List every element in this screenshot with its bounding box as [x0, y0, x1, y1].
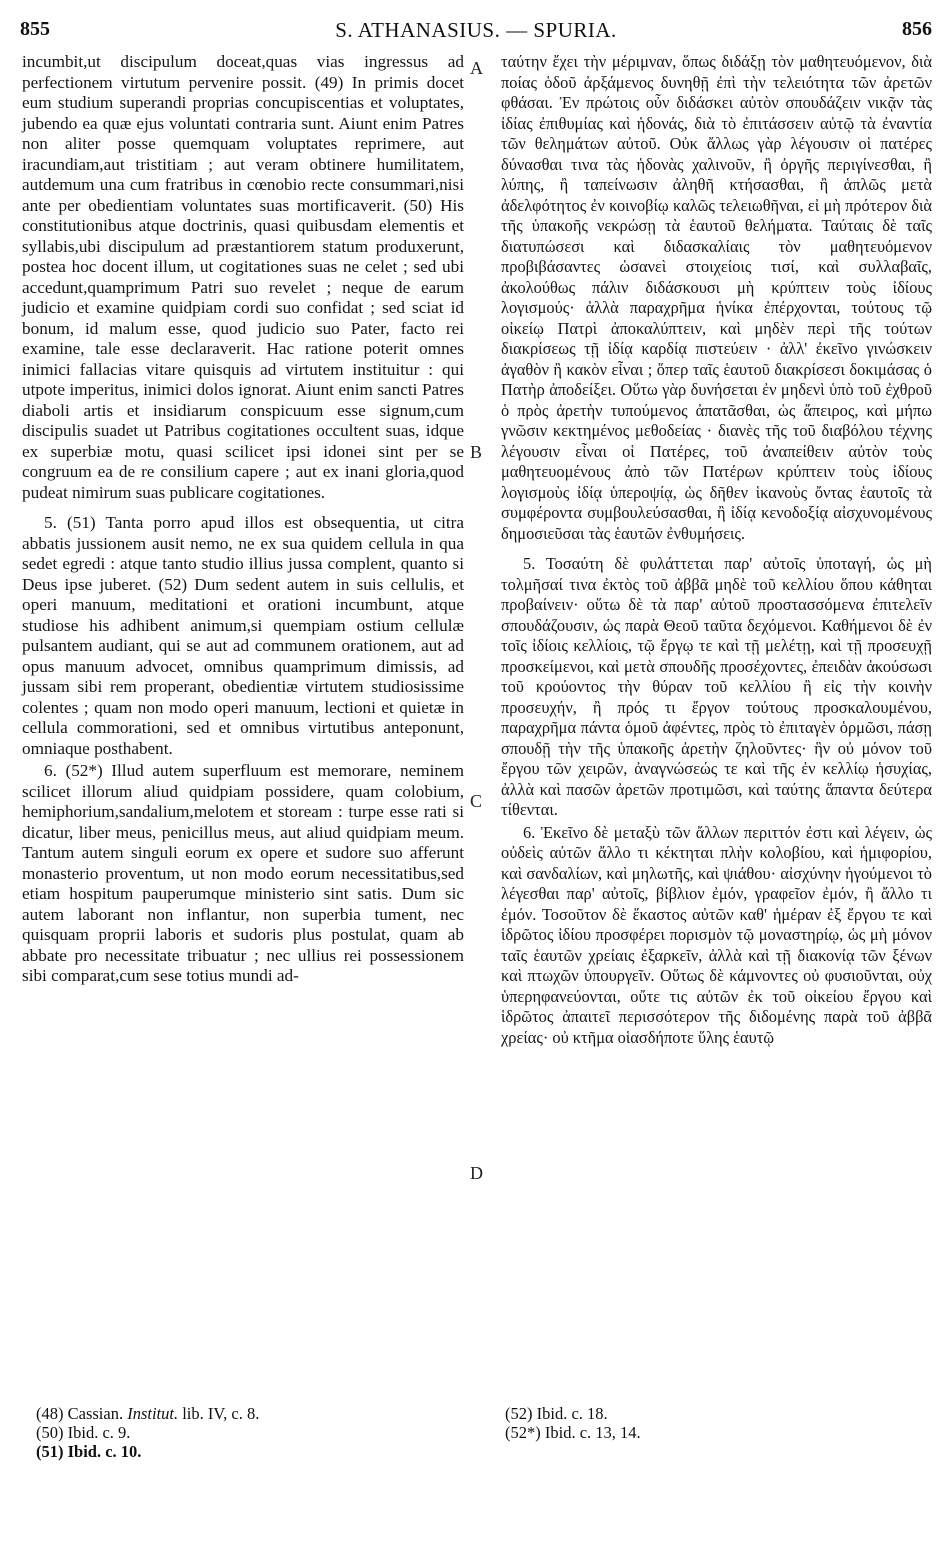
column-marker-a: A: [470, 58, 483, 78]
running-title: S. ATHANASIUS. — SPURIA.: [335, 18, 617, 42]
footnote-50: (50) Ibid. c. 9.: [36, 1423, 131, 1442]
column-marker-d: D: [470, 1163, 483, 1183]
greek-paragraph-6: 6. Ἐκεῖνο δὲ μεταξὺ τῶν ἄλλων περιττόν ἐστι καὶ λέγειν, ὡς οὐδεὶς αὐτῶν ἄλλο τι κέκτηται πλὴν κολοβίου, καὶ ἡμιφορίου, καὶ σανδαλίων, καὶ μηλωτῆς, καὶ ψιάθου· αἰσχύνην ἡγούμενοι τὸ λέγεσθαι παρ' αὐτοῖς, βίβλιον ἐμόν, γραφεῖον ἐμόν, ἢ ἄλλο τι ἐμόν. Τοσοῦτον δὲ ἕκαστος αὐτῶν καθ' ἡμέραν ἐξ ἔργου τε καὶ ἱδρῶτος ἰδίου προσφέρει πορισμὸν τῷ μοναστηρίῳ, ὡς μὴ μόνον ταῖς ἑαυτῶν χρείαις ἐξαρκεῖν, ἀλλὰ καὶ τῇ διακονίᾳ τῶν ξένων καὶ πτωχῶν ὑπουργεῖν. Οὕτως δὲ κάμνοντες οὐ φυσιοῦνται, οὐχ ὑπερηφανεύονται, οὔτε τις αὐτῶν ἐκ τοῦ οἰκείου ἔργου καὶ ἱδρῶτος ἀπαιτεῖ περισσότερον τῆς διδομένης παρὰ τοῦ ἀββᾶ χρείας· οὐ κτῆμα οἱασδήποτε ὕλης ἑαυτῷ: [501, 822, 932, 1047]
latin-paragraph-1: incumbit,ut discipulum doceat,quas vias ingressus ad perfectionem virtutum pervenire possit. (49) In primis docet eum studium superandi proprias concupiscentias et voluptates, jubendo ea quæ ejus voluntati contraria sunt. Aiunt enim Patres non aliter posse quemquam voluptates reprimere, aut iracundiam,aut tristitiam ; aut veram obtinere humilitatem, autdemum una cum fratribus in cœnobio recte consummari,nisi ante per obedientiam voluntates suas mortificaverit. (50) His constitutionibus atque doctrinis, quasi quibusdam elementis et syllabis,ubi discipulum ad præstantiorem statum produxerunt, postea hoc docent illum, ut cogitationes suas ne celet ; sed ubi accedunt,quamprimum Patri suo revelet ; neque de earum judicio et examine quidpiam cordi suo confidat ; sed sciat id bonum, id malum esse, quod judicio suo Pater, facto rei examine, tale esse declaraverit. Hac ratione poterit omnes inimici fallacias vitare quisquis ad virtutem instituitur : qui utpote imperitus, inimici dolos ignorat. Aiunt enim sancti Patres diaboli artis et insidiarum conspicuum esse signum,cum discipulis suadet ut Patribus cogitationes occultent suas, idque ex superbiæ motu, quasi scilicet ipsi idonei sint per se congruum ea de re consilium capere ; aut ex inani gloria,quod pudeat nimirum suas publicare cogitationes.: [22, 52, 464, 502]
greek-paragraph-5: 5. Τοσαύτη δὲ φυλάττεται παρ' αὐτοῖς ὑποταγή, ὡς μὴ τολμῆσαί τινα ἐκτὸς τοῦ ἀββᾶ μηδὲ τοῦ κελλίου ὅπου κάθηται προβαίνειν· οὕτω δὲ τὰ παρ' αὐτοῦ προστασσόμενα ἐπιτελεῖν σπουδάζουσιν, ὡς παρὰ Θεοῦ ταῦτα δεχόμενοι. Καθήμενοι δὲ ἐν τοῖς ἰδίοις κελλίοις, τῷ ἔργῳ τε καὶ τῇ μελέτῃ, καὶ τῇ προσευχῇ προσκείμενοι, καὶ μετὰ σπουδῆς προσέχοντες, ἐπειδὰν ἀκούσωσι τοῦ κρούοντος τὴν θύραν τοῦ κελλίου ἢ εἰς τὴν κοινὴν προσευχήν, ἢ πρός τι ἔργον τούτους προσκαλουμένου, παραχρῆμα πάντα ὁμοῦ ἀφέντες, πρὸς τὸ ἐπιταγὲν ὁρμῶσι, πάσῃ σπουδῇ τὴν τῆς ὑπακοῆς ἀρετὴν ζηλοῦντες· ἣν οὐ μόνον τοῦ ἔργου τῶν χειρῶν, ἀναγνώσεώς τε καὶ τῆς ἐν κελλίῳ ἡσυχίας, ἀλλὰ καὶ πασῶν ἀρετῶν προτιμῶσι, καὶ ταύτης ἅπαντα δεύτερα τίθενται.: [501, 554, 932, 819]
column-marker-c: C: [470, 791, 483, 811]
column-marker-b: B: [470, 442, 483, 462]
footnote-48: [36, 1404, 466, 1423]
page-number-left: 855: [20, 18, 50, 40]
greek-column: [501, 52, 932, 1048]
greek-paragraph-1: ταύτην ἔχει τὴν μέριμναν, ὅπως διδάξῃ τὸν μαθητευόμενον, διὰ ποίας ὁδοῦ ἀρξάμενος δυνηθῇ ἐπὶ τὴν τελειότητα τῶν ἀρετῶν φθάσαι. Ἐν πρώτοις οὖν διδάσκει αὐτὸν σπουδάζειν νικᾷν τὰς ἰδίας ἐπιθυμίας καὶ ἡδονάς, διὰ τὸ ἐπιτάσσειν αὐτῷ τὰ ἐναντία τῶν θελημάτων αὐτοῦ. Οὐκ ἄλλως γὰρ λέγουσιν οἱ πατέρες δύνασθαι τινα τὰς ἡδονὰς χαλινοῦν, ἢ ὀργῆς περιγίνεσθαι, ἢ λύπης, ἢ ταπείνωσιν ἀληθῆ κτήσασθαι, ἢ ἁπλῶς μετὰ ἀδελφότητος ἐν κοινοβίῳ καλῶς τελειωθῆναι, εἰ μὴ πρότερον διὰ τῆς ὑπακοῆς νεκρώσῃ τὰ ἑαυτοῦ θελήματα. Ταύταις δὲ ταῖς διατυπώσεσι καὶ διδασκαλίαις τὸν μαθητευόμενον προβιβάσαντες ὡσανεὶ στοιχείοις τισί, καὶ συλλαβαῖς, ἀκολούθως πάλιν διδάσκουσι μὴ κρύπτειν τοὺς ἰδίους λογισμούς· ἀλλὰ παραχρῆμα ἡνίκα ἐπέρχονται, τούτους τῷ οἰκείῳ Πατρὶ ἀποκαλύπτειν, καὶ μηδὲν περὶ τῆς τούτων διακρίσεως τῇ ἰδίᾳ καρδίᾳ πιστεύειν · ἀλλ' ἐκεῖνο γινώσκειν ἀγαθὸν ἢ κακὸν εἶναι ; ὅπερ ταῖς ἑαυτοῦ διακρίσεσι δοκιμάσας ὁ Πατὴρ ἀποδείξει. Οὕτω γὰρ δυνήσεται ἐν μηδενὶ ὑπὸ τοῦ ἐχθροῦ ὁ πρὸς ἀρετὴν τυπούμενος ἀπατᾶσθαι, ὡς ἄπειρος, καὶ μήπω γνῶσιν κεκτημένος μεθοδείας · διανὲς τῆς τοῦ διαβόλου τέχνης λέγουσιν εἶναι οἱ Πατέρες, τοῦ ἀναπείθειν αὐτὸν τοὺς μαθητευομένους ἀπὸ τῶν Πατέρων κρύπτειν τοὺς ἰδίους λογισμοὺς ἰδίᾳ ὑπεροψίᾳ, ὡς δῆθεν ἱκανοὺς ὄντας ἑαυτοῖς τὰ συμφέροντα συμβουλεύσασθαι, ἢ ἰδίᾳ κενοδοξίᾳ αἰσχυνομένους δημοσιεῦσαι τὰς ἑαυτῶν ἐνθυμήσεις.: [501, 52, 932, 543]
footnote-52-star: (52*) Ibid. c. 13, 14.: [505, 1423, 641, 1442]
footnote-48-text: (48) Cassian.: [36, 1404, 128, 1423]
latin-column: [22, 52, 464, 987]
footnotes-left: [36, 1404, 466, 1461]
running-head: [20, 18, 932, 44]
latin-paragraph-6: 6. (52*) Illud autem superfluum est memorare, neminem scilicet illorum aliud quidpiam possidere, quam colobium, hemiphorium,sandalium,melotem et stoream : turpe esse rati si dicatur, liber meus, penicillus meus, aut aliud quidpiam meum. Tantum autem singuli eorum ex opere et sudore suo afferunt monasterio proventum, ut non modo eorum necessitatibus,sed etiam hospitum pauperumque ministerio sint satis. Dum sic autem laborant non inflantur, non superbia tument, nec quisquam proprii laboris et sudoris plus postulat, quam ab abbate pro necessitate tribuatur ; nec ullius rei possessionem sibi comparat,cum sese totius mundi ad-: [22, 761, 464, 985]
footnote-48-ref: lib. IV, c. 8.: [178, 1404, 260, 1423]
footnote-48-title: Institut.: [127, 1404, 179, 1423]
footnote-52: (52) Ibid. c. 18.: [505, 1404, 608, 1423]
footnotes-right: [505, 1404, 925, 1442]
footnote-51: (51) Ibid. c. 10.: [36, 1442, 142, 1461]
latin-paragraph-5: 5. (51) Tanta porro apud illos est obsequentia, ut citra abbatis jussionem ausit nemo, ne ex sua quidem cellula in qua sedet egredi : atque tanto studio illius jussa complent, quanto si Deus ipse juberet. (52) Dum sedent autem in suis cellulis, et operi manuum, meditationi et orationi incumbunt, atque studiose his adhibent animum,si quempiam ostium cellulæ pulsantem audiant, qui se aut ad communem orationem, aut ad opus manuum advocet, omnibus quamprimum dimissis, ad jussam sibi rem properant, obedientiæ virtutem studiosissime colentes ; quam non modo operi manuum, lectioni et quietæ in cellula commorationi, sed et omnibus virtutibus anteponunt, omniaque posthabent.: [22, 513, 464, 758]
page-number-right: 856: [902, 18, 932, 40]
